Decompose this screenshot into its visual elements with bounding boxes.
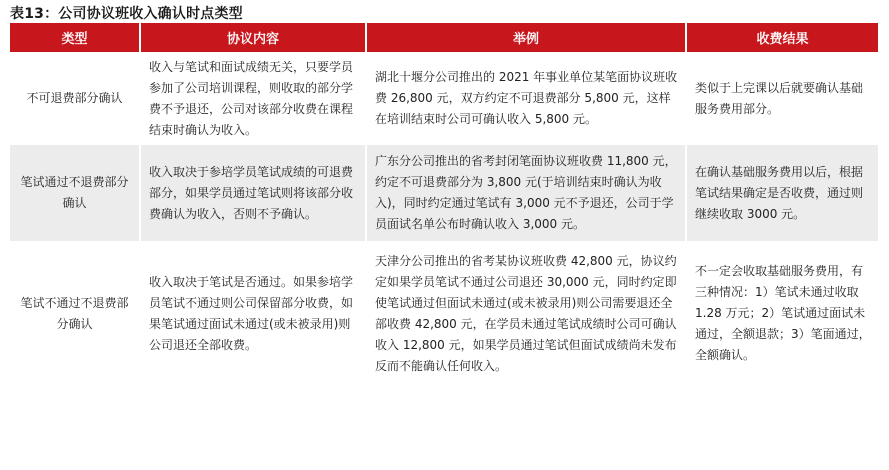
cell-result: 类似于上完课以后就要确认基础服务费用部分。 (685, 52, 878, 145)
cell-type: 笔试通过不退费部分确认 (20, 175, 129, 210)
table-header (10, 23, 878, 52)
cell-result: 不一定会收取基础服务费用，有三种情况：1）笔试未通过收取 1.28 万元；2）笔试通过面试未通过，全额退款；3）笔面通过，全额确认。 (685, 241, 878, 386)
header-example: 举例 (365, 23, 685, 52)
table-row (10, 145, 878, 241)
header-type: 类型 (61, 32, 88, 47)
table-row (10, 241, 878, 386)
cell-example: 广东分公司推出的省考封闭笔面协议班收费 11,800 元，约定不可退费部分为 3,800 元(于培训结束时确认为收入)，同时约定通过笔试有 3,000 元不予退还，公司于学员面试名单公布时确认收入 3,000 元。 (365, 145, 685, 241)
header-result: 收费结果 (685, 23, 878, 52)
cell-type: 不可退费部分确认 (26, 91, 123, 105)
table-caption: 表13：公司协议班收入确认时点类型 (10, 6, 243, 22)
cell-example: 湖北十堰分公司推出的 2021 年事业单位某笔面协议班收费 26,800 元，双方约定不可退费部分 5,800 元，这样在培训结束时公司可确认收入 5,800 元。 (365, 52, 685, 145)
cell-result: 在确认基础服务费用以后，根据笔试结果确定是否收费，通过则继续收取 3000 元。 (685, 145, 878, 241)
cell-type: 笔试不通过不退费部分确认 (20, 295, 129, 331)
cell-content: 收入取决于参培学员笔试成绩的可退费部分，如果学员通过笔试则将该部分收费确认为收入，否则不予确认。 (139, 145, 365, 241)
cell-content: 收入取决于笔试是否通过。如果参培学员笔试不通过则公司保留部分收费，如果笔试通过面试未通过(或未被录用)则公司退还全部收费。 (139, 241, 365, 386)
cell-content: 收入与笔试和面试成绩无关，只要学员参加了公司培训课程，则收取的部分学费不予退还，公司对该部分收费在课程结束时确认为收入。 (139, 52, 365, 145)
revenue-recognition-table (10, 23, 878, 386)
table-row (10, 52, 878, 145)
cell-example: 天津分公司推出的省考某协议班收费 42,800 元，协议约定如果学员笔试不通过公司退还 30,000 元，同时约定即使笔试通过但面试未通过(或未被录用)则公司需要退还全部收费 42,800 元，在学员未通过笔试成绩时公司可确认收入 12,800 元，如果学员通过笔试但面试成绩尚未发布反而不能确认任何收入。 (365, 241, 685, 386)
header-content: 协议内容 (139, 23, 365, 52)
